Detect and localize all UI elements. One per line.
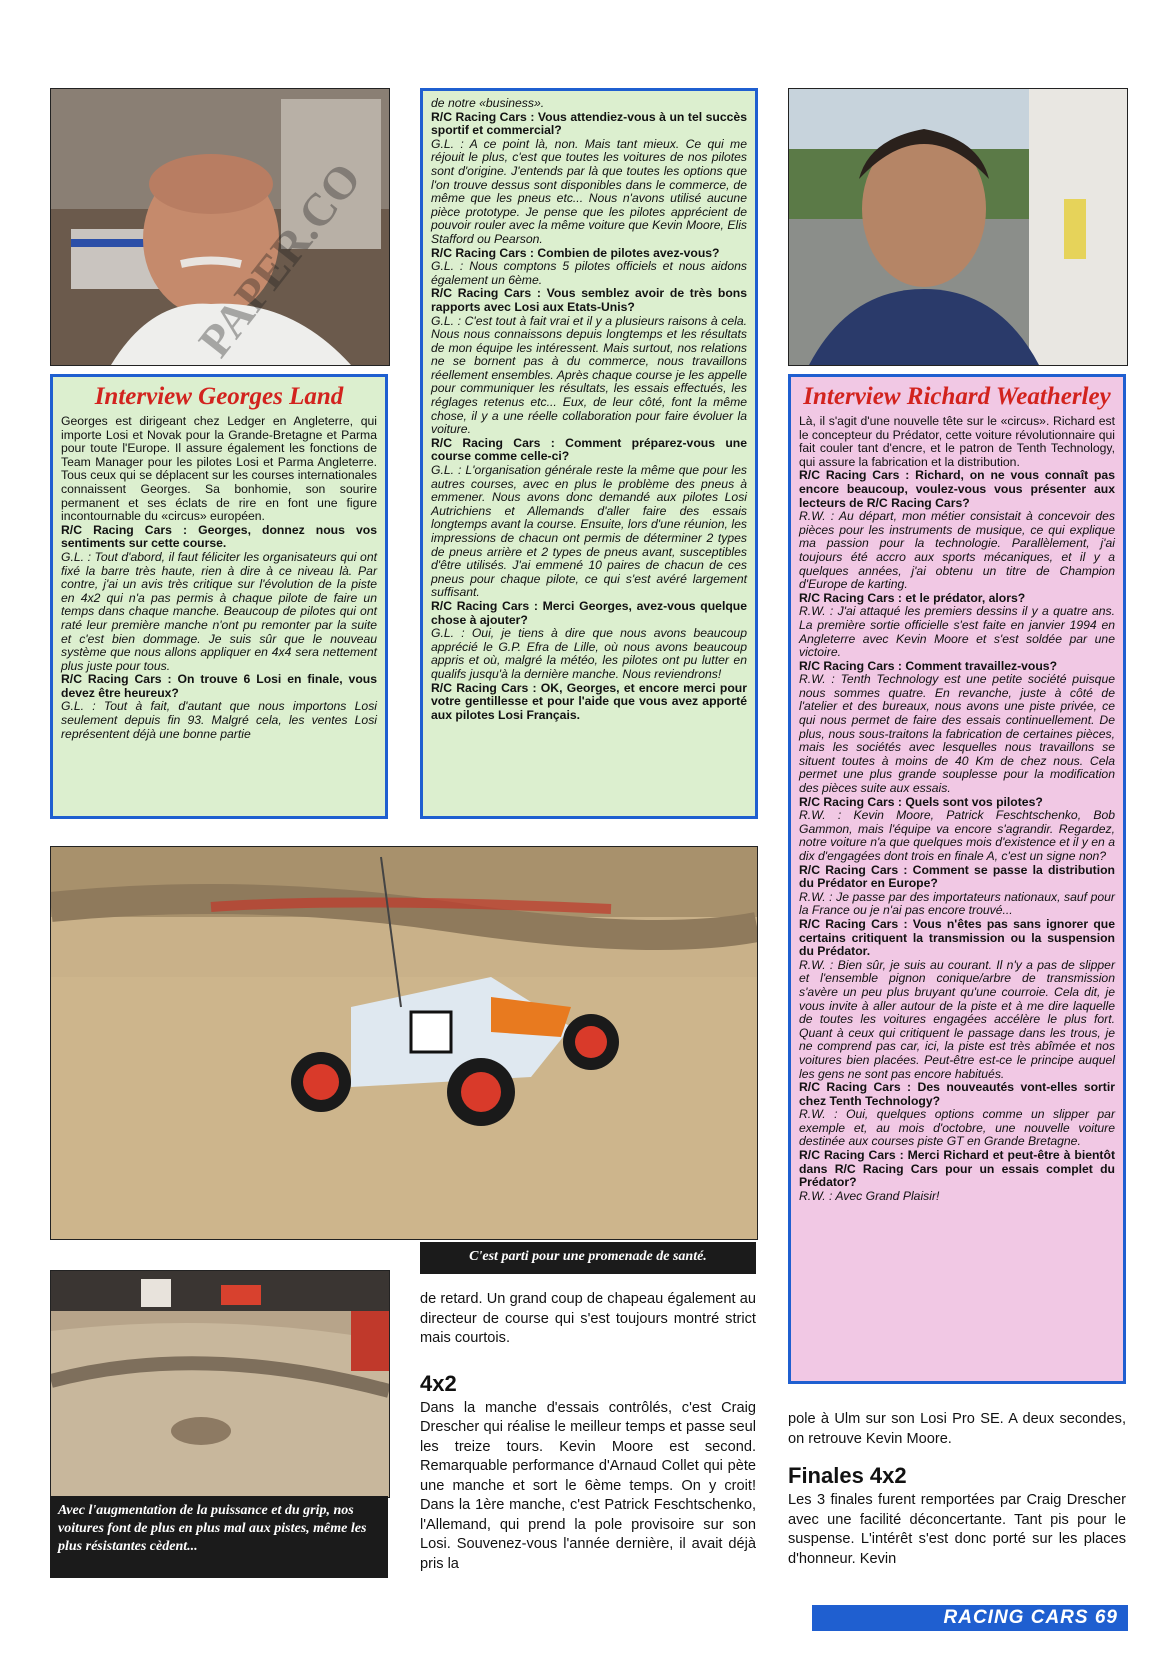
article-col3-body: Les 3 finales furent remportées par Craig Drescher avec une facilité déconcertante. Tant pis pour le suspense. L'intérêt s'est donc porté sur les places d'honneur. Kevin bbox=[788, 1492, 1126, 1567]
interview-answer: G.L. : Oui, je tiens à dire que nous avons beaucoup apprécié le G.P. Efra de Lille, où nous avons beaucoup appris et où, malgré la météo, les pilotes ont pu lutter en qualifs jusqu'à la dernière manche. Nous reviendrons! bbox=[431, 626, 747, 681]
interview-answer: R.W. : J'ai attaqué les premiers dessins il y a quatre ans. La première sortie officielle s'est faite en janvier 1994 en Angleterre avec Kevin Moore et s'est soldée par une victoire. bbox=[799, 604, 1115, 660]
interview-answer: R.W. : Avec Grand Plaisir! bbox=[799, 1188, 940, 1203]
footer-magazine-name: RACING CARS bbox=[943, 1607, 1089, 1628]
interview-question: R/C Racing Cars : et le prédator, alors? bbox=[799, 590, 1026, 605]
interview-question: R/C Racing Cars : Des nouveautés vont-elles sortir chez Tenth Technology? bbox=[799, 1080, 1115, 1108]
interview-answer: G.L. : C'est tout à fait vrai et il y a plusieurs raisons à cela. Nous nous connaissons depuis longtemps et les résultats de mon équipe les intéressent. Mais surtout, nos relations ne se bornent pas à du commerce, nous travaillons réellement ensembles. Après chaque course je les appelle pour communiquer les résultats, les essais effectués, les réglages retenus etc... Eux, de leur côté, font la même chose, il y a une réelle collaboration pour faire évoluer la voiture. bbox=[431, 313, 747, 437]
interview-answer: G.L. : L'organisation générale reste la même que pour les autres courses, avec en plus le problème des pneus à emmener. Nous avons donc demandé aux pilotes Losi Autrichiens et Allemands d'aller faire des essais longtemps avant la course. Ensuite, lors d'une réunion, les impressions de chacun ont permis de déterminer 2 types de pneus arrière et 2 types de pneus avant, susceptibles d'être utilisés. J'ai emmené 10 paires de chacun de ces pneus pour chaque pilote, ce qui s'est avéré largement suffisant. bbox=[431, 463, 747, 600]
track-photo-caption bbox=[50, 1496, 388, 1578]
interview-question: R/C Racing Cars : Comment préparez-vous une course comme celle-ci? bbox=[431, 435, 747, 464]
interview-question: R/C Racing Cars : Richard, on ne vous connaît pas encore beaucoup, voulez-vous vous présenter aux lecteurs de R/C Racing Cars? bbox=[799, 468, 1115, 510]
watermark-text: PAPER.CO bbox=[188, 153, 371, 367]
interview-question: R/C Racing Cars : Comment se passe la distribution du Prédator en Europe? bbox=[799, 862, 1115, 891]
interview-question: R/C Racing Cars : Vous semblez avoir de très bons rapports avec Losi aux Etats-Unis? bbox=[431, 286, 747, 314]
interview-question: R/C Racing Cars : Merci Georges, avez-vous quelque chose à ajouter? bbox=[431, 598, 747, 627]
buggy-caption-text: C'est parti pour une promenade de santé. bbox=[469, 1249, 707, 1264]
footer-page-number: 69 bbox=[1094, 1607, 1118, 1628]
article-col3-top: pole à Ulm sur son Losi Pro SE. A deux secondes, on retrouve Kevin Moore. bbox=[788, 1411, 1126, 1447]
interview-georges-title: Interview Georges Land bbox=[94, 383, 344, 410]
damaged-track-photo bbox=[50, 1270, 390, 1498]
interview-answer: G.L. : A ce point là, non. Mais tant mieux. Ce qui me réjouit le plus, c'est que toutes les voitures de nos pilotes sont d'origine. J'entends par là que toutes les options que l'on trouve dessus sont disponibles dans le commerce, de même que les pneus etc... Nous n'avons utilisé aucune pièce prototype. Je pense que les pilotes apprécient de pouvoir rouler avec la même voiture que Kevin Moore, Elis Stafford ou Pearson. bbox=[431, 136, 747, 246]
interview-answer: G.L. : Tout à fait, d'autant que nous importons Losi seulement depuis fin 93. Malgré cela, les ventes Losi représentent déjà une bonne partie bbox=[61, 699, 377, 741]
interview-question: R/C Racing Cars : Combien de pilotes avez-vous? bbox=[431, 245, 720, 260]
interview-richard-title: Interview Richard Weatherley bbox=[803, 383, 1111, 410]
track-caption-text: Avec l'augmentation de la puissance et du grip, nos voitures font de plus en plus mal aux pistes, même les plus résistantes cèdent... bbox=[58, 1503, 367, 1554]
interview-intro: Georges est dirigeant chez Ledger en Angleterre, qui importe Losi et Novak pour la Grande-Bretagne et Parma pour toute l'Europe. Il assure également les fonctions de Team Manager pour les pilotes Losi et Parma Angleterre. Tous ceux qui se déplacent sur les courses internationales connaissent Georges. Sa bonhomie, son sourire permanent et ses éclats de rire en font une figure incontournable du «circus» européen. bbox=[61, 414, 377, 524]
interview-richard-box bbox=[788, 374, 1126, 1384]
interview-answer: G.L. : Tout d'abord, il faut féliciter les organisateurs qui ont fixé la barre très haute, rien à dire à ce niveau là. Par contre, j'ai un avis très critique sur l'évolution de la piste en 4x2 qui n'a pas permis à chaque pilote de faire un temps dans chaque manche. Beaucoup de pilotes qui ont raté leur première manche n'ont pu remonter par la suite et c'est bien dommage. Je suis sûr que le nouveau système que nous allons appliquer en 4x4 sera nettement plus juste pour tous. bbox=[61, 549, 377, 673]
interview-question: R/C Racing Cars : Georges, donnez nous vos sentiments sur cette course. bbox=[61, 522, 377, 551]
interview-question: R/C Racing Cars : On trouve 6 Losi en finale, vous devez être heureux? bbox=[61, 672, 377, 700]
interview-question: R/C Racing Cars : Vous attendiez-vous à un tel succès sportif et commercial? bbox=[431, 109, 747, 138]
interview-georges-continued-box bbox=[420, 88, 758, 819]
interview-answer: R.W. : Kevin Moore, Patrick Feschtschenko, Bob Gammon, mais l'équipe va encore s'agrandir. Regardez, notre voiture n'a que quelques mois d'existence et il y en a dix d'engagées dont trois en finale A, c'est un signe non? bbox=[799, 808, 1115, 863]
interview-question: R/C Racing Cars : Merci Richard et peut-être à bientôt dans R/C Racing Cars pour un essais complet du Prédator? bbox=[799, 1148, 1115, 1190]
article-col2-body: Dans la manche d'essais contrôlés, c'est Craig Drescher qui réalise le meilleur temps et passe seul les treize tours. Kevin Moore est second. Remarquable performance d'Arnaud Collet qui pète une manche et sort le 6ème temps. On y croit! Dans la 1ère manche, c'est Patrick Feschtschenko, l'Allemand, qui prend la pole provisoire sur son Losi. Souvenez-vous l'année dernière, il avait déjà pris la bbox=[420, 1399, 756, 1572]
buggy-racing-photo bbox=[50, 846, 758, 1240]
richard-weatherley-photo bbox=[788, 88, 1128, 366]
interview-answer: R.W. : Je passe par des importateurs nationaux, sauf pour la France ou je n'ai pas encore trouvé... bbox=[799, 889, 1115, 918]
footer-magazine-bar bbox=[812, 1605, 1128, 1631]
interview-richard-body bbox=[799, 415, 1115, 1203]
interview-answer: R.W. : Tenth Technology est une petite société puisque nous sommes quatre. En revanche, juste à côté de l'atelier et des bureaux, nous avons une piste privée, ce qui nous permet de faire des essais continuellement. De plus, nous sous-traitons la fabrication de certaines pièces, mais les sociétés avec lesquelles nous travaillons se situent toutes à moins de 40 Km de chez nous. Cela permet une plus grande souplesse pour la modification des pièces suite aux essais. bbox=[799, 672, 1115, 796]
article-column-2 bbox=[420, 1290, 756, 1574]
interview-answer: R.W. : Au départ, mon métier consistait à concevoir des pièces pour les instruments de musique, ce qui explique ma passion pour la technologie. Parallèlement, j'ai toujours été accro aux sports mécaniques, et il y a quelques années, j'ai obtenu un titre de Champion d'Europe de karting. bbox=[799, 509, 1115, 592]
article-column-3 bbox=[788, 1410, 1126, 1569]
article-col2-top: de retard. Un grand coup de chapeau également au directeur de course qui s'est toujours montré strict mais courtois. bbox=[420, 1291, 756, 1346]
interview-answer: R.W. : Bien sûr, je suis au courant. Il n'y a pas de slipper et l'ensemble pignon conique/arbre de transmission s'avère un peu plus bruyant qu'une courroie. Cela dit, je vous invite à aller autour de la piste et à me dire laquelle de toutes les voitures engagées accélère le plus fort. Quant à ceux qui critiquent le passage dans les trous, je ne comprend pas car, ici, la piste est très abîmée et nos voitures bien placées. Peut-être est-ce le principe auquel les gens ne sont pas encore habitués. bbox=[799, 957, 1115, 1081]
heading-finales-4x2: Finales 4x2 bbox=[788, 1463, 907, 1488]
heading-4x2: 4x2 bbox=[420, 1370, 457, 1396]
buggy-photo-caption bbox=[420, 1242, 756, 1274]
interview-georges-box bbox=[50, 374, 388, 819]
interview-intro: Là, il s'agit d'une nouvelle tête sur le «circus». Richard est le concepteur du Prédator, cette voiture révolutionnaire qui fait couler tant d'encre, et le patron de Tenth Technology, qui assure la fabrication et la distribution. bbox=[799, 414, 1115, 469]
interview-question: R/C Racing Cars : Vous n'êtes pas sans ignorer que certains critiquent la transmission ou la suspension du Prédator. bbox=[799, 916, 1115, 959]
interview-answer: de notre «business». bbox=[431, 96, 545, 110]
interview-answer: G.L. : Nous comptons 5 pilotes officiels et nous aidons également un 6ème. bbox=[431, 259, 747, 287]
interview-question: R/C Racing Cars : OK, Georges, et encore merci pour votre gentillesse et pour l'aide que vous avez apporté aux pilotes Losi Français. bbox=[431, 680, 747, 722]
interview-answer: R.W. : Oui, quelques options comme un slipper par exemple et, au mois d'octobre, une nouvelle voiture destinée aux courses piste GT en Grande Bretagne. bbox=[799, 1107, 1115, 1149]
interview-question: R/C Racing Cars : Quels sont vos pilotes? bbox=[799, 794, 1043, 809]
interview-question: R/C Racing Cars : Comment travaillez-vous? bbox=[799, 658, 1058, 673]
interview-georges-continued-body bbox=[431, 97, 747, 722]
interview-georges-body bbox=[61, 415, 377, 741]
